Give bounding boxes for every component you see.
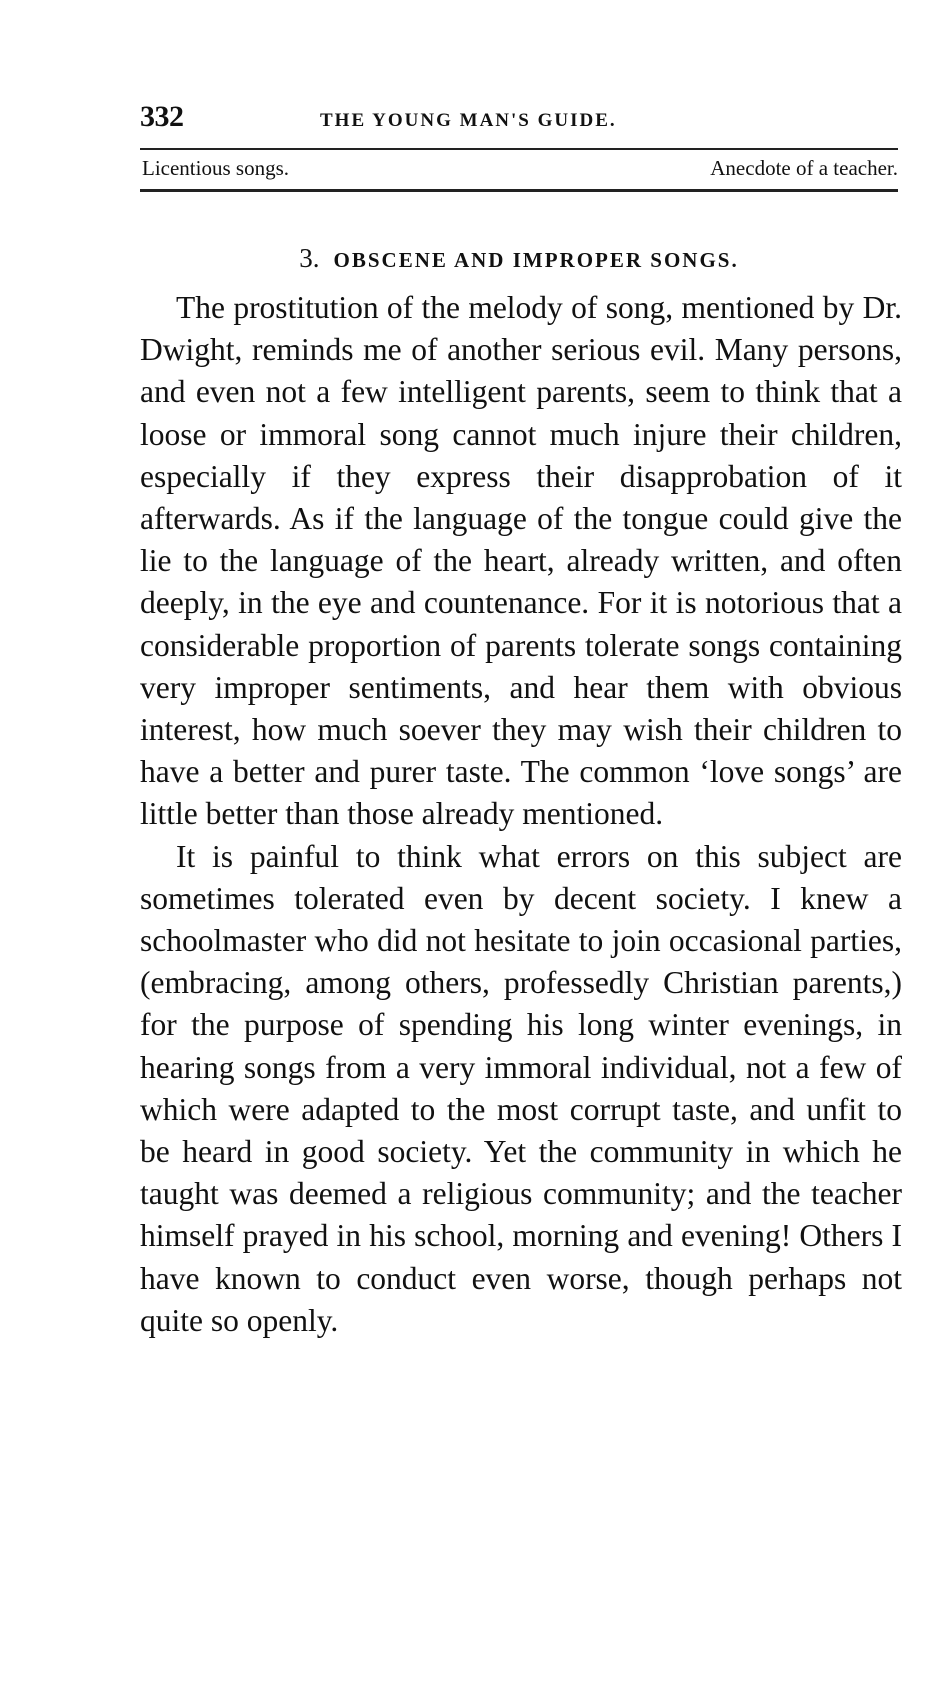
header-rule-bottom — [140, 189, 898, 192]
section-title: OBSCENE AND IMPROPER SONGS. — [333, 248, 739, 272]
paragraph-1: The prostitution of the melody of song, mentioned by Dr. Dwight, reminds me of another serious evil. Many persons, and even not a few intelligent parents, seem to think that a loose or immoral song cannot much injure their children, especially if they express their disapprobation of it afterwards. As if the language of the tongue could give the lie to the language of the heart, already written, and often deeply, in the eye and countenance. For it is notorious that a considerable proportion of parents tolerate songs containing very improper sentiments, and hear them with obvious interest, how much soever they may wish their children to have a better and purer taste. The common ‘love songs’ are little better than those already mentioned. — [140, 290, 902, 832]
subject-line — [140, 156, 898, 186]
body-text — [140, 287, 902, 1342]
paragraph-2: It is painful to think what errors on this subject are sometimes tolerated even by decent society. I knew a schoolmaster who did not hesitate to join occasional parties, (embracing, among others, professedly Christian parents,) for the purpose of spending his long winter evenings, in hearing songs from a very immoral individual, not a few of which were adapted to the most corrupt taste, and unfit to be heard in good society. Yet the community in which he taught was deemed a religious community; and the teacher himself prayed in his school, morning and evening! Others I have known to conduct even worse, though perhaps not quite so openly. — [140, 838, 902, 1338]
book-title: THE YOUNG MAN'S GUIDE. — [320, 110, 617, 131]
section-heading — [140, 243, 898, 274]
subject-right: Anecdote of a teacher. — [710, 156, 898, 180]
section-number: 3. — [299, 243, 320, 273]
running-head — [140, 100, 898, 140]
subject-left: Licentious songs. — [142, 156, 289, 180]
header-rule-top — [140, 148, 898, 150]
page-number: 332 — [140, 100, 184, 133]
